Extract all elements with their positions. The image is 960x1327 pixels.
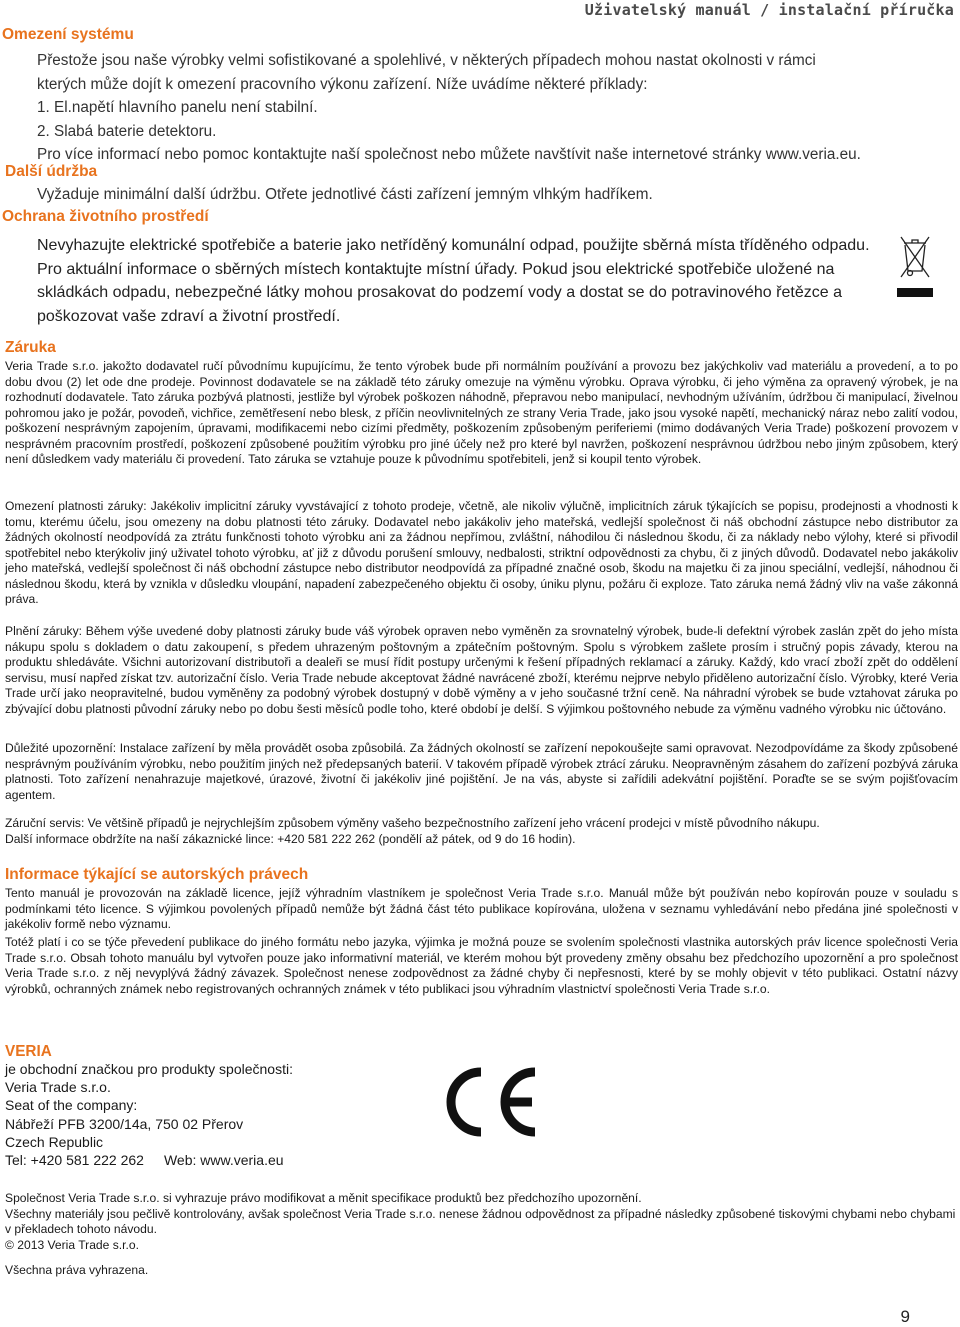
company-line: Veria Trade s.r.o. bbox=[5, 1079, 111, 1096]
limits-line: 2. Slabá baterie detektoru. bbox=[37, 122, 217, 140]
environment-text: Nevyhazujte elektrické spotřebiče a baterie jako netříděný komunální odpad, použijte sběrná místa tříděného odpadu. Pro aktuální informace o sběrných místech kontaktujte místní úřady. Pokud jsou elektrické spotřebiče uložené na skládkách odpadu, nebezpečné látky mohou prosakovat do podzemí vody a dostat se do potravinového řetězce a poškozovat vaše zdraví a životní prostředí. bbox=[37, 237, 870, 325]
company-tel: Tel: +420 581 222 262 bbox=[5, 1152, 144, 1169]
limits-line: Přestože jsou naše výrobky velmi sofistikované a spolehlivé, v některých případech mohou nastat okolnosti v rámci bbox=[37, 52, 816, 69]
warranty-p1: Veria Trade s.r.o. jakožto dodavatel ručí původnímu kupujícímu, že tento výrobek bude při normálním používání a provozu bez jakýchkoliv vad materiálu a provedení, a to po dobu dvou (2) let ode dne prodeje. Povinnost dodavatele se na základě této záruky omezuje na výměnu výrobku. Oprava výrobku, či jeho výměna za opravený výrobek, je na rozhodnutí dodavatele. Tato záruka pozbývá platnosti, jestliže byl výrobek poškozen náhodně, přepravou nebo manipulací, nevhodným užíváním, údržbou či manipulací, živelnou pohromou jako je požár, povodeň, vichřice, zemětřesení nebo blesk, z příčin neovlivnitelných ze strany Veria Trade, jako jsou vysoké napětí, mechanický náraz nebo zalití vodou, poškození nesprávným zapojením, úpravami, modifikacemi nebo cizími předměty, poškozením způsobeným periferiemi (mimo dodávaných Veria Trade) poškození provozem v nesprávném pracovním prostředí, poškození způsobené použitím výrobku pro jiné účely než pro které byl navržen, poškození nesprávnou údržbou nebo jiným způsobem, který není důsledkem vady materiálu či provedení. Tato záruka se vztahuje pouze k původnímu spotřebiteli, jenž si koupil tento výrobek. bbox=[5, 359, 958, 466]
footer-line: © 2013 Veria Trade s.r.o. bbox=[5, 1237, 139, 1252]
warranty-service-line: Záruční servis: Ve většině případů je nejrychlejším způsobem výměny vašeho bezpečnostního zařízení jeho vrácení prodejci v místě původního nákupu. bbox=[5, 816, 820, 830]
copyright-p2: Totéž platí i co se týče převedení publikace do jiného formátu nebo jazyka, výjimka je možná pouze se svolením společnosti vlastnika autorských práv licence společnosti Veria Trade s.r.o. Obsah tohoto manuálu byl vytvořen pouze jako informativní materiál, ve kterém mohou být provedeny změny obsahu bez předchozího upozornění a pro společnost Veria Trade s.r.o. z něj nevyplývá žádný závazek. Společnost nenese zodpovědnost za žádné chyby či nepřesnosti, které by se mohly objevit v této publikaci. Ostatní názvy výrobků, ochranných známek nebo registrovaných ochranných známek v této publikaci jsou výhradním vlastnictví společnosti Veria Trade s.r.o. bbox=[5, 935, 958, 996]
company-web: Web: www.veria.eu bbox=[163, 1152, 284, 1169]
copyright-heading: Informace týkající se autorských právech bbox=[5, 866, 309, 883]
limits-line: 1. El.napětí hlavního panelu není stabilní. bbox=[37, 99, 318, 116]
warranty-service bbox=[5, 816, 958, 847]
running-header: Uživatelský manuál / instalační příručka bbox=[584, 1, 954, 19]
company-contact-line bbox=[5, 1151, 293, 1169]
warranty-p4: Důležité upozornění: Instalace zařízení by měla provádět osoba způsobilá. Za žádných okolností se zařízení nepokoušejte sami opravovat. Nezodpovídáme za škody způsobené nesprávným používáním výrobku, nebo použitím jiných než předepsaných baterií. V takovém případě výrobek ztrácí záruku. Neopravněným zásahem do zařízení pozbývá záruka platnosti. Toto zařízení nenahrazuje majetkové, úrazové, životní či jakékoliv jiné pojištění. Je na vás, abyste si zařídili adekvátní pojištění. Poraďte se se svým pojišťovacím agentem. bbox=[5, 741, 958, 802]
warranty-p3: Plnění záruky: Během výše uvedené doby platnosti záruky bude váš výrobek opraven nebo vyměněn za srovnatelný výrobek, bude-li defektní výrobek zaslán zpět do jeho místa nákupu spolu s dokladem o datu zakoupení, s předem uhrazeným poštovným a zpátečním poštovným. Spolu s výrobkem zašlete prosím i stručný popis závady, kterou na produktu shledáváte. Všichni autorizovaní distributoři a dealeři se musí řídit postupy určenými k řešení případných reklamací a záruky. Každý, kdo vrací zboží zpět do oddělení servisu, musí napřed získat tzv. autorizační číslo. Veria Trade nebude akceptovat žádné navrácené zboží, kterému nejprve nebylo přiděleno autorizační číslo. Výrobky, které Veria Trade určí jako neopravitelné, budou vyměněny za podobný výrobek dostupný v době výměny a v jeho současné tržní ceně. Na náhradní výrobek se bude vztahovat záruka po zbývající dobu platnosti původní záruky nebo po dobu šesti měsíců podle toho, které období je delší. S výjimkou poštovného nebude za výměnu vadného výrobku nic účtováno. bbox=[5, 624, 958, 716]
footer bbox=[5, 1191, 958, 1279]
page-number: 9 bbox=[900, 1307, 910, 1326]
limits-line: kterých může dojít k omezení pracovního výkonu zařízení. Níže uvádíme některé příklady: bbox=[37, 75, 648, 93]
brand-label: VERIA bbox=[5, 1043, 52, 1060]
company-info bbox=[5, 1060, 293, 1169]
footer-line: Všechny materiály jsou pečlivě kontrolovány, avšak společnost Veria Trade s.r.o. nenese žádnou odpovědnost za případné následky způsobené tiskovými chybami nebo chybami v překladech tohoto návodu. bbox=[5, 1206, 956, 1236]
warranty-hotline-line: Další informace obdržíte na naší zákaznické lince: +420 581 222 262 (pondělí až pátek, od 9 do 16 hodin). bbox=[5, 831, 576, 846]
footer-line: Všechna práva vyhrazena. bbox=[5, 1263, 149, 1277]
maintenance-text: Vyžaduje minimální další údržbu. Otřete jednotlivé části zařízení jemným vlhkým hadříkem. bbox=[37, 186, 653, 203]
ce-mark-icon bbox=[434, 1064, 540, 1140]
maintenance-heading: Další údržba bbox=[5, 163, 98, 180]
company-line: Czech Republic bbox=[5, 1133, 104, 1150]
company-line: je obchodní značkou pro produkty společnosti: bbox=[5, 1061, 293, 1077]
company-line: Seat of the company: bbox=[5, 1097, 138, 1114]
footer-line: Společnost Veria Trade s.r.o. si vyhrazuje právo modifikovat a měnit specifikace produktů bez předchozího upozornění. bbox=[5, 1191, 642, 1205]
copyright-p1: Tento manuál je provozován na základě licence, jejíž výhradním vlastníkem je společnost Veria Trade s.r.o. Manuál může být používán nebo kopírován pouze v souladu s podmínkami této licence. S výjimkou povolených případů nemůže být žádná část této publikace kopírována, uložena v seznamu vyhledávání nebo předána jiné společnosti v jakékoliv formě nebo významu. bbox=[5, 886, 958, 931]
warranty-p2: Omezení platnosti záruky: Jakékoliv implicitní záruky vyvstávající z tohoto prodeje, včetně, ale nikoliv výlučně, implicitních záruk týkajících se popisu, prodejnosti a vhodnosti k tomu, kterému účelu, jsou omezeny na dobu platnosti této záruky. Dodavatel nebo jakákoliv jeho mateřská, vedlejší společnost či náš obchodní zástupce nebo distributor za žádných okolností neodpovídá za ztrátu funkčnosti tohoto výrobku ani za žádnou nepřímou, zvláštní, náhodilou či následnou škodu, či za náklady nebo výlohy, které si přivodil spotřebitel nebo kterýkoliv jiný uživatel tohoto výrobku, ať již z důvodu porušení smlouvy, nedbalosti, striktní odpovědnosti za chybu, či z jiných důvodů. Dodavatel nebo jakákoliv jeho mateřská, vedlejší společnost či náš obchodní zástupce nebo distributor neodpovídá za případné značné osob, škodu na majetku či za jinou speciální, vedlejší, náhodnou či následnou škodu, která by vznikla v důsledku vloupání, napadení zabezpečeného objektu či osoby, úniku plynu, požáru či exploze. Tato záruka nemá žádný vliv na vaše zákonná práva. bbox=[5, 499, 958, 606]
limits-line: Pro více informací nebo pomoc kontaktujte naší společnost nebo můžete navštívit naše internetové stránky www.veria.eu. bbox=[37, 146, 861, 163]
warranty-heading: Záruka bbox=[5, 339, 56, 356]
company-line: Nábřeží PFB 3200/14a, 750 02 Přerov bbox=[5, 1115, 244, 1132]
crossed-out-wheelie-bin-icon bbox=[895, 233, 935, 299]
limits-section bbox=[37, 49, 942, 167]
limits-heading: Omezení systému bbox=[2, 26, 134, 43]
environment-heading: Ochrana životního prostředí bbox=[2, 208, 209, 225]
